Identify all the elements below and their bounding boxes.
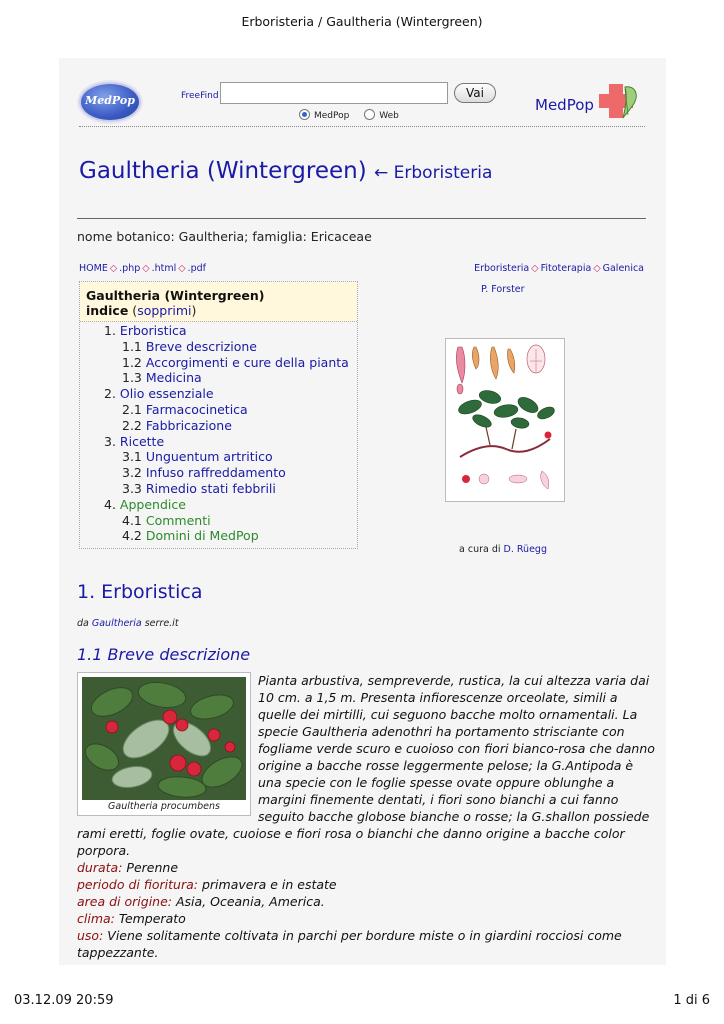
- toc-link[interactable]: Accorgimenti e cure della pianta: [145, 354, 349, 370]
- fact-value: Viene solitamente coltivata in parchi per bordure miste o in giardini rocciosi come: [103, 928, 622, 943]
- diamond-icon: ◇: [531, 263, 539, 274]
- nav-erboristeria[interactable]: Erboristeria: [474, 263, 530, 274]
- source-suffix: serre.it: [141, 618, 179, 629]
- section-heading-erboristica: 1. Erboristica: [77, 581, 203, 603]
- toc-link[interactable]: Domini di MedPop: [145, 528, 259, 544]
- page-title-main: Gaultheria (Wintergreen): [79, 158, 367, 184]
- medical-cross-icon[interactable]: [595, 81, 641, 121]
- nav-fitoterapia[interactable]: Fitoterapia: [540, 263, 592, 274]
- toc-item[interactable]: [122, 402, 248, 418]
- medpop-logo[interactable]: [79, 82, 141, 122]
- toc-num: 1.2: [122, 354, 142, 370]
- toc-item[interactable]: [122, 481, 276, 497]
- botanic-info: nome botanico: Gaultheria; famiglia: Ericaceae: [77, 229, 372, 244]
- fact-label: area di origine:: [77, 894, 172, 909]
- search-button[interactable]: Vai: [454, 83, 496, 103]
- fact-clima: [77, 910, 625, 927]
- print-header: Erboristeria / Gaultheria (Wintergreen): [241, 14, 483, 29]
- fact-value: Perenne: [122, 860, 179, 875]
- text-line: tappezzante.: [77, 945, 159, 960]
- toc-item[interactable]: [122, 370, 202, 386]
- search-input[interactable]: [220, 82, 448, 104]
- description-paragraph-narrow: [258, 672, 655, 825]
- fact-value: primavera e in estate: [198, 877, 337, 892]
- diamond-icon: ◇: [178, 263, 186, 274]
- toc-num: 3.1: [122, 449, 142, 465]
- toc-link[interactable]: Farmacocinetica: [145, 402, 248, 417]
- gaultheria-photo[interactable]: [82, 677, 246, 800]
- toc-num: 2.: [104, 386, 116, 402]
- fact-label: clima:: [77, 911, 115, 926]
- title-divider: [77, 218, 646, 219]
- curator-link[interactable]: D. Rüegg: [503, 544, 547, 555]
- diamond-icon: ◇: [142, 263, 150, 274]
- toc-item[interactable]: [122, 465, 286, 481]
- text-line: rami eretti, foglie ovate, cuoiose e fiori rosa o bianchi che danno origine a bacche color: [77, 826, 625, 841]
- toc-item[interactable]: [122, 528, 259, 544]
- diamond-icon: ◇: [109, 263, 118, 274]
- radio-medpop-label: MedPop: [314, 111, 350, 121]
- toc-num: 2.2: [122, 417, 142, 433]
- toc-num: 1.1: [122, 338, 142, 354]
- source-prefix: da: [77, 618, 92, 629]
- toc-link[interactable]: Erboristica: [119, 323, 187, 338]
- toc-item[interactable]: [104, 497, 186, 513]
- toc-index-label: indice: [86, 303, 129, 318]
- toc-link[interactable]: Unguentum artritico: [145, 449, 273, 465]
- fact-value: Temperato: [114, 911, 186, 926]
- toc-item[interactable]: [104, 434, 164, 450]
- fact-label: durata:: [77, 860, 123, 875]
- toc-num: 3.: [104, 433, 116, 449]
- print-footer-page: 1 di 6: [673, 993, 710, 1008]
- toc-item[interactable]: [122, 355, 349, 371]
- nav-html[interactable]: .html: [151, 263, 177, 274]
- toc-link[interactable]: Infuso raffreddamento: [145, 465, 286, 481]
- fact-value: Asia, Oceania, America.: [172, 894, 325, 909]
- toc-num: 3.3: [122, 481, 142, 496]
- forster-link[interactable]: P. Forster: [481, 284, 525, 295]
- fact-fioritura: [77, 876, 625, 893]
- page-title: [79, 158, 492, 184]
- toc-item[interactable]: [122, 513, 211, 529]
- curator-credit: [459, 544, 547, 555]
- fact-label: periodo di fioritura:: [77, 877, 198, 892]
- back-erboristeria-link[interactable]: ← Erboristeria: [374, 163, 493, 183]
- curator-prefix: a cura di: [459, 544, 504, 555]
- toc-item[interactable]: [104, 386, 214, 402]
- toc-item[interactable]: [104, 323, 187, 339]
- toc-link[interactable]: Ricette: [119, 433, 165, 449]
- toc-item[interactable]: [122, 449, 273, 465]
- text-line: Pianta arbustiva, sempreverde, rustica, la cui altezza varia dai: [258, 673, 650, 688]
- source-credit: [77, 618, 179, 629]
- text-line: fogliame verde scuro e cuoioso con fiori bianco-rosa che danno: [258, 741, 655, 756]
- toc-link[interactable]: Rimedio stati febbrili: [145, 481, 276, 496]
- toc-num: 1.: [104, 323, 116, 338]
- toc-link[interactable]: Appendice: [119, 496, 186, 512]
- text-line: specie Gaultheria adenothri ha portamento strisciante con: [258, 724, 625, 739]
- nav-home[interactable]: HOME: [79, 263, 108, 274]
- toc-link[interactable]: Fabbricazione: [145, 417, 232, 433]
- toc-paren: ): [191, 303, 197, 318]
- diamond-icon: ◇: [593, 263, 601, 274]
- toc-title: Gaultheria (Wintergreen): [86, 288, 265, 303]
- toc-num: 4.2: [122, 528, 142, 544]
- toc-link[interactable]: Commenti: [145, 512, 211, 528]
- photo-figure: [77, 672, 251, 816]
- toc-num: 2.1: [122, 402, 142, 417]
- nav-pdf[interactable]: .pdf: [187, 263, 206, 274]
- header-divider: [79, 126, 645, 127]
- toc-header: [80, 282, 357, 322]
- nav-php[interactable]: .php: [119, 263, 141, 274]
- toc-link[interactable]: Breve descrizione: [145, 338, 257, 354]
- photo-caption: Gaultheria procumbens: [108, 801, 220, 812]
- toc-num: 4.: [104, 496, 116, 512]
- text-line: porpora.: [77, 843, 131, 858]
- toc-num: 1.3: [122, 370, 142, 386]
- toc-item[interactable]: [122, 339, 257, 355]
- nav-galenica[interactable]: Galenica: [602, 263, 644, 274]
- fact-label: uso:: [77, 928, 104, 943]
- page-content: [59, 58, 666, 965]
- radio-web[interactable]: [364, 109, 375, 120]
- medpop-link[interactable]: MedPop: [535, 96, 594, 114]
- toc-link[interactable]: Olio essenziale: [119, 386, 214, 402]
- toc-paren: (: [132, 303, 138, 318]
- table-of-contents: [79, 281, 358, 549]
- fact-durata: [77, 859, 625, 876]
- toc-item[interactable]: [122, 418, 232, 434]
- search-scope: [299, 109, 411, 121]
- freefind-link[interactable]: FreeFind: [181, 91, 219, 101]
- botanical-plate-image[interactable]: [445, 338, 565, 502]
- source-link[interactable]: Gaultheria: [91, 618, 142, 629]
- description-paragraph-wide: [77, 825, 625, 961]
- toc-num: 4.1: [122, 512, 142, 528]
- text-line: seguito bacche globose bianche o rosse; la G.shallon possiede: [258, 809, 650, 824]
- fact-origine: [77, 893, 625, 910]
- toc-toggle-link[interactable]: sopprimi: [137, 303, 192, 318]
- fact-uso: [77, 927, 625, 944]
- toc-link[interactable]: Medicina: [145, 370, 202, 386]
- toc-num: 3.2: [122, 465, 142, 481]
- text-line: quelle dei mirtilli, cui seguono bacche molto ornamentali. La: [258, 707, 638, 722]
- radio-web-label: Web: [379, 111, 399, 121]
- format-nav: [79, 263, 206, 274]
- radio-medpop[interactable]: [299, 109, 310, 120]
- subsection-heading-descrizione: 1.1 Breve descrizione: [77, 645, 251, 664]
- category-nav: [474, 263, 644, 274]
- text-line: margini finemente dentati, i fiori sono bianchi a cui fanno: [258, 792, 619, 807]
- text-line: una specie con le foglie spesse ovate oppure oblunghe a: [258, 775, 615, 790]
- logo-text: MedPop: [85, 94, 135, 107]
- text-line: 10 cm. a 1,5 m. Presenta infiorescenze orceolate, simili a: [258, 690, 618, 705]
- print-footer-date: 03.12.09 20:59: [14, 993, 114, 1008]
- text-line: origine a bacche rosse leggermente pelose; la G.Antipoda è: [258, 758, 634, 773]
